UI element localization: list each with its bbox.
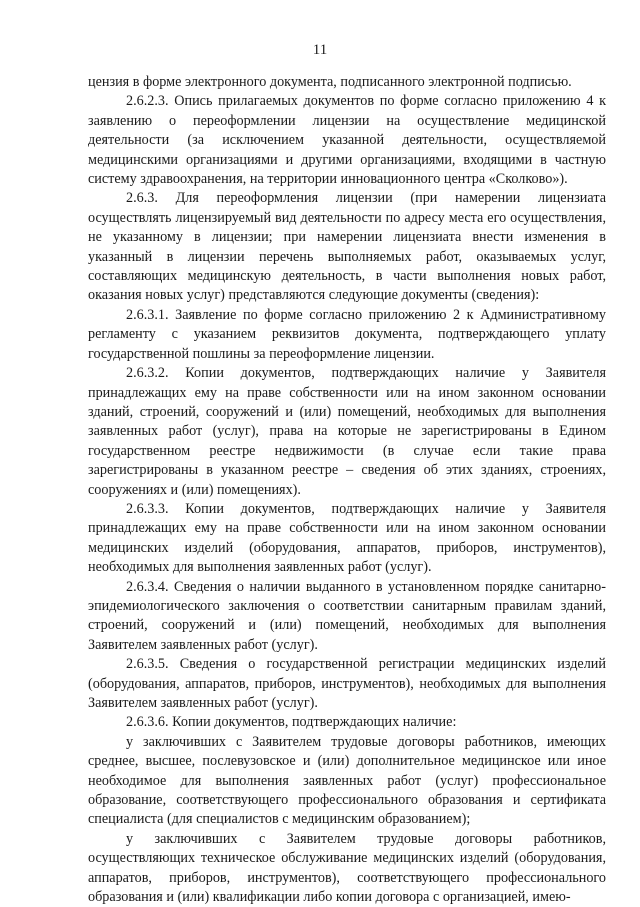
document-body <box>88 73 606 907</box>
paragraph-continuation: цензия в форме электронного документа, подписанного электронной подписью. <box>88 74 572 90</box>
paragraph-2-6-3: 2.6.3. Для переоформления лицензии (при намерении лицензиата осуществлять лицензируемый вид деятельности по адресу места его осуществления, не указанному в лицензии; при намерении лицензиата внести изменения в указанный в лицензии перечень выполняемых работ, оказываемых услуг, составляющих медицинскую деятельность, в части выполнения новых работ, оказания новых услуг) представляются следующие документы (сведения): <box>88 190 606 304</box>
paragraph-list-item-1: у заключивших с Заявителем трудовые договоры работников, имеющих среднее, высшее, послевузовское и (или) дополнительное медицинское или иное необходимое для выполнения заявленных работ (услуг) профессиональное образование, соответствующего профессионального образования и сертификата специалиста (для специалистов с медицинским образованием); <box>88 733 606 828</box>
paragraph-2-6-2-3: 2.6.2.3. Опись прилагаемых документов по форме согласно приложению 4 к заявлению о переоформлении лицензии на осуществление медицинской деятельности (за исключением указанной деятельности, осуществляемой медицинскими организациями и другими организациями, входящими в частную систему здравоохранения, на территории инновационного центра «Сколково»). <box>88 93 606 188</box>
paragraph-2-6-3-5: 2.6.3.5. Сведения о государственной регистрации медицинских изделий (оборудования, аппаратов, приборов, инструментов), необходимых для выполнения Заявителем заявленных работ (услуг). <box>88 656 606 711</box>
page-number: 11 <box>312 42 328 58</box>
paragraph-list-item-2: у заключивших с Заявителем трудовые договоры работников, осуществляющих техническое обслуживание медицинских изделий (оборудования, аппаратов, приборов, инструментов), соответствующего профессионального образования и (или) квалификации либо копии договора с организацией, имею- <box>88 830 606 906</box>
paragraph-2-6-3-6: 2.6.3.6. Копии документов, подтверждающих наличие: <box>126 714 457 731</box>
paragraph-2-6-3-4: 2.6.3.4. Сведения о наличии выданного в установленном порядке санитарно-эпидемиологического заключения о соответствии санитарным правилам зданий, строений, сооружений и (или) помещений, необходимых для выполнения Заявителем заявленных работ (услуг). <box>88 578 606 653</box>
paragraph-2-6-3-3: 2.6.3.3. Копии документов, подтверждающих наличие у Заявителя принадлежащих ему на праве собственности или на ином законном основании медицинских изделий (оборудования, аппаратов, приборов, инструментов), необходимых для выполнения заявленных работ (услуг). <box>88 500 606 576</box>
paragraph-2-6-3-2: 2.6.3.2. Копии документов, подтверждающих наличие у Заявителя принадлежащих ему на праве собственности или на ином законном основании зданий, строений, сооружений и (или) помещений, необходимых для выполнения заявленных работ (услуг), права на которые не зарегистрированы в Едином государственном реестре недвижимости (в случае если такие права зарегистрированы в указанном реестре – сведения об этих зданиях, строениях, сооружениях и (или) помещениях). <box>88 365 606 498</box>
paragraph-2-6-3-1: 2.6.3.1. Заявление по форме согласно приложению 2 к Административному регламенту с указанием реквизитов документа, подтверждающего уплату государственной пошлины за переоформление лицензии. <box>88 306 606 362</box>
